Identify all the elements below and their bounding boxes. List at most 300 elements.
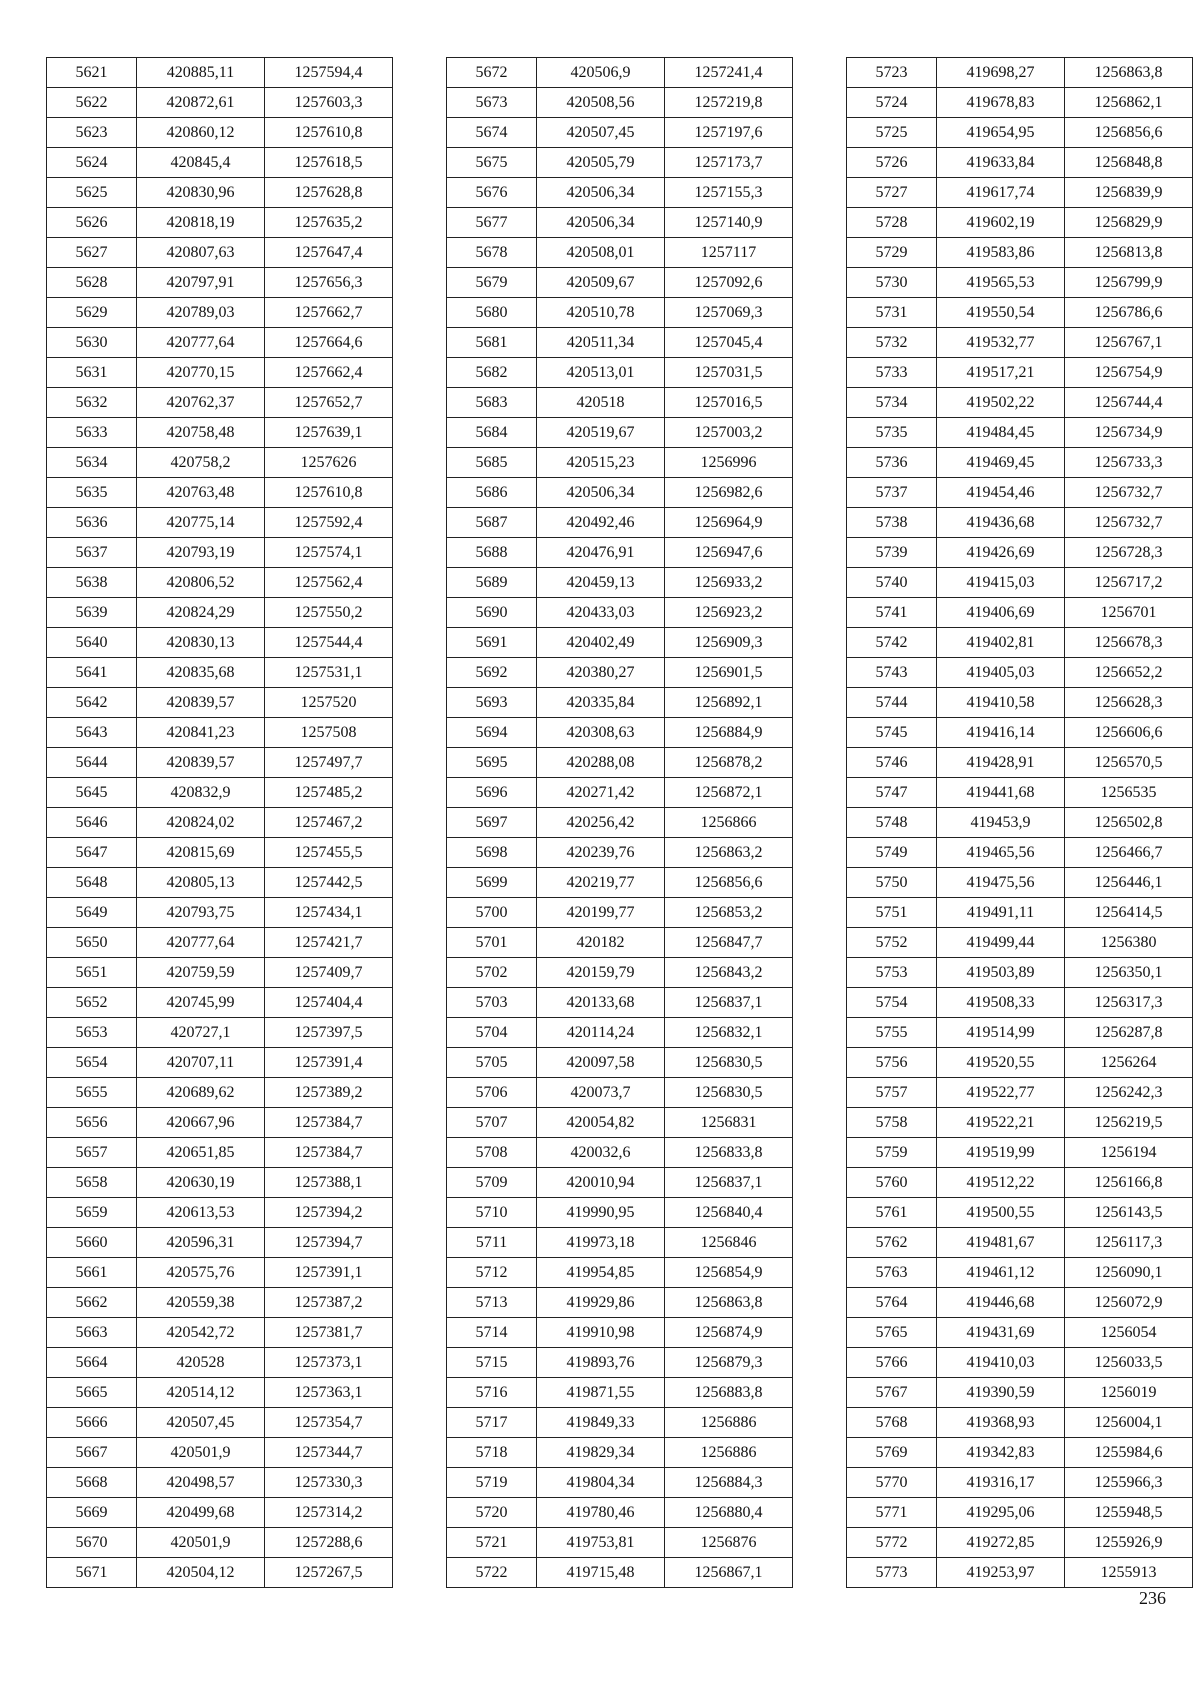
y-coordinate-cell: 1257467,2 (265, 808, 393, 838)
table-row (47, 508, 393, 538)
point-number-cell: 5724 (847, 88, 937, 118)
y-coordinate-cell: 1256072,9 (1065, 1288, 1193, 1318)
point-number-cell: 5648 (47, 868, 137, 898)
table-row (447, 1168, 793, 1198)
table-row (847, 208, 1193, 238)
table-row (847, 358, 1193, 388)
y-coordinate-cell: 1256570,5 (1065, 748, 1193, 778)
table-row (847, 988, 1193, 1018)
x-coordinate-cell: 420513,01 (537, 358, 665, 388)
point-number-cell: 5727 (847, 178, 937, 208)
y-coordinate-cell: 1256033,5 (1065, 1348, 1193, 1378)
table-row (447, 1078, 793, 1108)
x-coordinate-cell: 420839,57 (137, 688, 265, 718)
table-row (847, 778, 1193, 808)
point-number-cell: 5638 (47, 568, 137, 598)
y-coordinate-cell: 1256242,3 (1065, 1078, 1193, 1108)
table-row (847, 928, 1193, 958)
y-coordinate-cell: 1257045,4 (665, 328, 793, 358)
point-number-cell: 5656 (47, 1108, 137, 1138)
y-coordinate-cell: 1257384,7 (265, 1138, 393, 1168)
y-coordinate-cell: 1257354,7 (265, 1408, 393, 1438)
point-number-cell: 5642 (47, 688, 137, 718)
point-number-cell: 5629 (47, 298, 137, 328)
point-number-cell: 5758 (847, 1108, 937, 1138)
x-coordinate-cell: 419410,03 (937, 1348, 1065, 1378)
point-number-cell: 5731 (847, 298, 937, 328)
point-number-cell: 5691 (447, 628, 537, 658)
point-number-cell: 5728 (847, 208, 937, 238)
x-coordinate-cell: 420777,64 (137, 928, 265, 958)
table-row (47, 1348, 393, 1378)
point-number-cell: 5628 (47, 268, 137, 298)
x-coordinate-cell: 419431,69 (937, 1318, 1065, 1348)
table-row (447, 778, 793, 808)
y-coordinate-cell: 1257497,7 (265, 748, 393, 778)
table-row (47, 1378, 393, 1408)
table-row (847, 748, 1193, 778)
y-coordinate-cell: 1256854,9 (665, 1258, 793, 1288)
x-coordinate-cell: 420860,12 (137, 118, 265, 148)
table-row (47, 838, 393, 868)
table-row (847, 568, 1193, 598)
x-coordinate-cell: 420335,84 (537, 688, 665, 718)
table-row (847, 1138, 1193, 1168)
y-coordinate-cell: 1257544,4 (265, 628, 393, 658)
y-coordinate-cell: 1256853,2 (665, 898, 793, 928)
point-number-cell: 5649 (47, 898, 137, 928)
table-row (47, 1528, 393, 1558)
x-coordinate-cell: 420133,68 (537, 988, 665, 1018)
x-coordinate-cell: 419453,9 (937, 808, 1065, 838)
x-coordinate-cell: 419520,55 (937, 1048, 1065, 1078)
table-row (447, 1558, 793, 1588)
table-row (847, 388, 1193, 418)
point-number-cell: 5622 (47, 88, 137, 118)
y-coordinate-cell: 1256380 (1065, 928, 1193, 958)
y-coordinate-cell: 1257421,7 (265, 928, 393, 958)
y-coordinate-cell: 1255984,6 (1065, 1438, 1193, 1468)
y-coordinate-cell: 1256947,6 (665, 538, 793, 568)
table-row (847, 328, 1193, 358)
point-number-cell: 5702 (447, 958, 537, 988)
x-coordinate-cell: 420239,76 (537, 838, 665, 868)
point-number-cell: 5634 (47, 448, 137, 478)
point-number-cell: 5760 (847, 1168, 937, 1198)
table-row (447, 388, 793, 418)
x-coordinate-cell: 420288,08 (537, 748, 665, 778)
table-row (847, 538, 1193, 568)
y-coordinate-cell: 1257610,8 (265, 478, 393, 508)
point-number-cell: 5706 (447, 1078, 537, 1108)
point-number-cell: 5646 (47, 808, 137, 838)
y-coordinate-cell: 1257603,3 (265, 88, 393, 118)
x-coordinate-cell: 420775,14 (137, 508, 265, 538)
x-coordinate-cell: 420689,62 (137, 1078, 265, 1108)
x-coordinate-cell: 419441,68 (937, 778, 1065, 808)
table-row (47, 958, 393, 988)
x-coordinate-cell: 420797,91 (137, 268, 265, 298)
point-number-cell: 5722 (447, 1558, 537, 1588)
x-coordinate-cell: 419499,44 (937, 928, 1065, 958)
x-coordinate-cell: 419502,22 (937, 388, 1065, 418)
point-number-cell: 5716 (447, 1378, 537, 1408)
x-coordinate-cell: 420519,67 (537, 418, 665, 448)
table-row (47, 1258, 393, 1288)
table-row (47, 1408, 393, 1438)
point-number-cell: 5693 (447, 688, 537, 718)
y-coordinate-cell: 1256502,8 (1065, 808, 1193, 838)
y-coordinate-cell: 1256886 (665, 1438, 793, 1468)
x-coordinate-cell: 420010,94 (537, 1168, 665, 1198)
point-number-cell: 5689 (447, 568, 537, 598)
point-number-cell: 5762 (847, 1228, 937, 1258)
y-coordinate-cell: 1256832,1 (665, 1018, 793, 1048)
x-coordinate-cell: 419390,59 (937, 1378, 1065, 1408)
y-coordinate-cell: 1257442,5 (265, 868, 393, 898)
x-coordinate-cell: 420777,64 (137, 328, 265, 358)
y-coordinate-cell: 1256350,1 (1065, 958, 1193, 988)
point-number-cell: 5736 (847, 448, 937, 478)
point-number-cell: 5647 (47, 838, 137, 868)
point-number-cell: 5710 (447, 1198, 537, 1228)
y-coordinate-cell: 1257344,7 (265, 1438, 393, 1468)
x-coordinate-cell: 420762,37 (137, 388, 265, 418)
y-coordinate-cell: 1256287,8 (1065, 1018, 1193, 1048)
x-coordinate-cell: 419753,81 (537, 1528, 665, 1558)
x-coordinate-cell: 419436,68 (937, 508, 1065, 538)
x-coordinate-cell: 420613,53 (137, 1198, 265, 1228)
x-coordinate-cell: 420845,4 (137, 148, 265, 178)
point-number-cell: 5717 (447, 1408, 537, 1438)
table-row (47, 928, 393, 958)
y-coordinate-cell: 1256863,2 (665, 838, 793, 868)
point-number-cell: 5679 (447, 268, 537, 298)
point-number-cell: 5663 (47, 1318, 137, 1348)
y-coordinate-cell: 1257241,4 (665, 58, 793, 88)
x-coordinate-cell: 419550,54 (937, 298, 1065, 328)
x-coordinate-cell: 419633,84 (937, 148, 1065, 178)
x-coordinate-cell: 420402,49 (537, 628, 665, 658)
table-row (447, 358, 793, 388)
x-coordinate-cell: 420575,76 (137, 1258, 265, 1288)
table-row (447, 928, 793, 958)
x-coordinate-cell: 420815,69 (137, 838, 265, 868)
x-coordinate-cell: 419402,81 (937, 628, 1065, 658)
point-number-cell: 5709 (447, 1168, 537, 1198)
table-row (447, 628, 793, 658)
table-row (447, 1258, 793, 1288)
point-number-cell: 5639 (47, 598, 137, 628)
table-row (447, 328, 793, 358)
table-row (847, 1108, 1193, 1138)
y-coordinate-cell: 1257140,9 (665, 208, 793, 238)
y-coordinate-cell: 1257639,1 (265, 418, 393, 448)
table-row (47, 418, 393, 448)
x-coordinate-cell: 420219,77 (537, 868, 665, 898)
y-coordinate-cell: 1257031,5 (665, 358, 793, 388)
table-row (847, 1018, 1193, 1048)
point-number-cell: 5676 (447, 178, 537, 208)
table-row (847, 58, 1193, 88)
table-row (847, 658, 1193, 688)
x-coordinate-cell: 419465,56 (937, 838, 1065, 868)
x-coordinate-cell: 420509,67 (537, 268, 665, 298)
x-coordinate-cell: 419929,86 (537, 1288, 665, 1318)
table-row (47, 238, 393, 268)
point-number-cell: 5695 (447, 748, 537, 778)
point-number-cell: 5627 (47, 238, 137, 268)
y-coordinate-cell: 1257550,2 (265, 598, 393, 628)
x-coordinate-cell: 420830,13 (137, 628, 265, 658)
point-number-cell: 5644 (47, 748, 137, 778)
x-coordinate-cell: 419316,17 (937, 1468, 1065, 1498)
point-number-cell: 5665 (47, 1378, 137, 1408)
y-coordinate-cell: 1257003,2 (665, 418, 793, 448)
table-row (447, 478, 793, 508)
y-coordinate-cell: 1256728,3 (1065, 538, 1193, 568)
table-row (47, 808, 393, 838)
x-coordinate-cell: 419893,76 (537, 1348, 665, 1378)
point-number-cell: 5756 (847, 1048, 937, 1078)
table-row (447, 1468, 793, 1498)
x-coordinate-cell: 420032,6 (537, 1138, 665, 1168)
x-coordinate-cell: 420182 (537, 928, 665, 958)
y-coordinate-cell: 1256830,5 (665, 1078, 793, 1108)
y-coordinate-cell: 1256628,3 (1065, 688, 1193, 718)
y-coordinate-cell: 1256839,9 (1065, 178, 1193, 208)
table-row (447, 1348, 793, 1378)
point-number-cell: 5661 (47, 1258, 137, 1288)
point-number-cell: 5697 (447, 808, 537, 838)
x-coordinate-cell: 419481,67 (937, 1228, 1065, 1258)
y-coordinate-cell: 1256843,2 (665, 958, 793, 988)
point-number-cell: 5678 (447, 238, 537, 268)
y-coordinate-cell: 1257391,4 (265, 1048, 393, 1078)
x-coordinate-cell: 419415,03 (937, 568, 1065, 598)
y-coordinate-cell: 1256964,9 (665, 508, 793, 538)
x-coordinate-cell: 419405,03 (937, 658, 1065, 688)
y-coordinate-cell: 1257662,4 (265, 358, 393, 388)
point-number-cell: 5770 (847, 1468, 937, 1498)
table-row (847, 1258, 1193, 1288)
point-number-cell: 5673 (447, 88, 537, 118)
y-coordinate-cell: 1257635,2 (265, 208, 393, 238)
point-number-cell: 5746 (847, 748, 937, 778)
table-row (447, 1108, 793, 1138)
table-row (47, 1468, 393, 1498)
point-number-cell: 5636 (47, 508, 137, 538)
point-number-cell: 5668 (47, 1468, 137, 1498)
y-coordinate-cell: 1257628,8 (265, 178, 393, 208)
table-row (847, 1198, 1193, 1228)
x-coordinate-cell: 420841,23 (137, 718, 265, 748)
y-coordinate-cell: 1256606,6 (1065, 718, 1193, 748)
point-number-cell: 5667 (47, 1438, 137, 1468)
x-coordinate-cell: 420501,9 (137, 1528, 265, 1558)
point-number-cell: 5670 (47, 1528, 137, 1558)
y-coordinate-cell: 1257574,1 (265, 538, 393, 568)
y-coordinate-cell: 1257394,2 (265, 1198, 393, 1228)
x-coordinate-cell: 420498,57 (137, 1468, 265, 1498)
table-row (447, 118, 793, 148)
x-coordinate-cell: 419954,85 (537, 1258, 665, 1288)
x-coordinate-cell: 419654,95 (937, 118, 1065, 148)
y-coordinate-cell: 1257387,2 (265, 1288, 393, 1318)
table-row (447, 988, 793, 1018)
y-coordinate-cell: 1256829,9 (1065, 208, 1193, 238)
point-number-cell: 5654 (47, 1048, 137, 1078)
table-row (847, 718, 1193, 748)
x-coordinate-cell: 419602,19 (937, 208, 1065, 238)
x-coordinate-cell: 419519,99 (937, 1138, 1065, 1168)
x-coordinate-cell: 420508,56 (537, 88, 665, 118)
x-coordinate-cell: 419272,85 (937, 1528, 1065, 1558)
point-number-cell: 5666 (47, 1408, 137, 1438)
y-coordinate-cell: 1256414,5 (1065, 898, 1193, 928)
x-coordinate-cell: 420511,34 (537, 328, 665, 358)
point-number-cell: 5767 (847, 1378, 937, 1408)
y-coordinate-cell: 1255913 (1065, 1558, 1193, 1588)
y-coordinate-cell: 1256831 (665, 1108, 793, 1138)
y-coordinate-cell: 1256194 (1065, 1138, 1193, 1168)
y-coordinate-cell: 1256678,3 (1065, 628, 1193, 658)
x-coordinate-cell: 420835,68 (137, 658, 265, 688)
y-coordinate-cell: 1257069,3 (665, 298, 793, 328)
table-row (47, 58, 393, 88)
point-number-cell: 5652 (47, 988, 137, 1018)
x-coordinate-cell: 419508,33 (937, 988, 1065, 1018)
x-coordinate-cell: 420667,96 (137, 1108, 265, 1138)
table-row (47, 148, 393, 178)
x-coordinate-cell: 420492,46 (537, 508, 665, 538)
table-row (47, 1078, 393, 1108)
y-coordinate-cell: 1257520 (265, 688, 393, 718)
x-coordinate-cell: 419532,77 (937, 328, 1065, 358)
x-coordinate-cell: 419426,69 (937, 538, 1065, 568)
table-row (47, 1498, 393, 1528)
table-row (847, 838, 1193, 868)
table-row (847, 688, 1193, 718)
table-row (447, 898, 793, 928)
coordinates-table-2 (446, 57, 793, 1588)
table-row (47, 358, 393, 388)
x-coordinate-cell: 419678,83 (937, 88, 1065, 118)
point-number-cell: 5768 (847, 1408, 937, 1438)
table-row (847, 1078, 1193, 1108)
x-coordinate-cell: 420506,9 (537, 58, 665, 88)
y-coordinate-cell: 1256909,3 (665, 628, 793, 658)
point-number-cell: 5733 (847, 358, 937, 388)
point-number-cell: 5657 (47, 1138, 137, 1168)
y-coordinate-cell: 1257652,7 (265, 388, 393, 418)
table-row (47, 298, 393, 328)
table-row (47, 1228, 393, 1258)
table-row (447, 148, 793, 178)
table-row (47, 1138, 393, 1168)
table-row (47, 388, 393, 418)
x-coordinate-cell: 420308,63 (537, 718, 665, 748)
y-coordinate-cell: 1256884,3 (665, 1468, 793, 1498)
x-coordinate-cell: 420507,45 (137, 1408, 265, 1438)
y-coordinate-cell: 1257626 (265, 448, 393, 478)
x-coordinate-cell: 420885,11 (137, 58, 265, 88)
x-coordinate-cell: 420839,57 (137, 748, 265, 778)
point-number-cell: 5739 (847, 538, 937, 568)
table-row (447, 1318, 793, 1348)
x-coordinate-cell: 419475,56 (937, 868, 1065, 898)
y-coordinate-cell: 1257404,4 (265, 988, 393, 1018)
table-row (847, 868, 1193, 898)
point-number-cell: 5755 (847, 1018, 937, 1048)
point-number-cell: 5714 (447, 1318, 537, 1348)
x-coordinate-cell: 420818,19 (137, 208, 265, 238)
table-row (447, 1018, 793, 1048)
y-coordinate-cell: 1257388,1 (265, 1168, 393, 1198)
y-coordinate-cell: 1256846 (665, 1228, 793, 1258)
point-number-cell: 5626 (47, 208, 137, 238)
table-row (847, 1468, 1193, 1498)
x-coordinate-cell: 419910,98 (537, 1318, 665, 1348)
point-number-cell: 5677 (447, 208, 537, 238)
y-coordinate-cell: 1256652,2 (1065, 658, 1193, 688)
y-coordinate-cell: 1257391,1 (265, 1258, 393, 1288)
x-coordinate-cell: 420824,02 (137, 808, 265, 838)
y-coordinate-cell: 1256996 (665, 448, 793, 478)
point-number-cell: 5757 (847, 1078, 937, 1108)
point-number-cell: 5735 (847, 418, 937, 448)
y-coordinate-cell: 1256117,3 (1065, 1228, 1193, 1258)
x-coordinate-cell: 420073,7 (537, 1078, 665, 1108)
table-row (47, 538, 393, 568)
point-number-cell: 5688 (447, 538, 537, 568)
table-row (47, 718, 393, 748)
point-number-cell: 5640 (47, 628, 137, 658)
x-coordinate-cell: 419804,34 (537, 1468, 665, 1498)
y-coordinate-cell: 1256923,2 (665, 598, 793, 628)
x-coordinate-cell: 420510,78 (537, 298, 665, 328)
y-coordinate-cell: 1257373,1 (265, 1348, 393, 1378)
point-number-cell: 5766 (847, 1348, 937, 1378)
y-coordinate-cell: 1257155,3 (665, 178, 793, 208)
point-number-cell: 5685 (447, 448, 537, 478)
y-coordinate-cell: 1257016,5 (665, 388, 793, 418)
x-coordinate-cell: 419461,12 (937, 1258, 1065, 1288)
y-coordinate-cell: 1256874,9 (665, 1318, 793, 1348)
point-number-cell: 5721 (447, 1528, 537, 1558)
table-row (47, 988, 393, 1018)
y-coordinate-cell: 1257288,6 (265, 1528, 393, 1558)
table-row (847, 1498, 1193, 1528)
y-coordinate-cell: 1257485,2 (265, 778, 393, 808)
table-row (847, 1528, 1193, 1558)
x-coordinate-cell: 419253,97 (937, 1558, 1065, 1588)
y-coordinate-cell: 1256856,6 (665, 868, 793, 898)
table-row (447, 658, 793, 688)
point-number-cell: 5675 (447, 148, 537, 178)
point-number-cell: 5680 (447, 298, 537, 328)
x-coordinate-cell: 419522,21 (937, 1108, 1065, 1138)
point-number-cell: 5729 (847, 238, 937, 268)
point-number-cell: 5625 (47, 178, 137, 208)
x-coordinate-cell: 419512,22 (937, 1168, 1065, 1198)
x-coordinate-cell: 419617,74 (937, 178, 1065, 208)
y-coordinate-cell: 1256744,4 (1065, 388, 1193, 418)
x-coordinate-cell: 420793,19 (137, 538, 265, 568)
x-coordinate-cell: 420805,13 (137, 868, 265, 898)
x-coordinate-cell: 420807,63 (137, 238, 265, 268)
x-coordinate-cell: 419428,91 (937, 748, 1065, 778)
